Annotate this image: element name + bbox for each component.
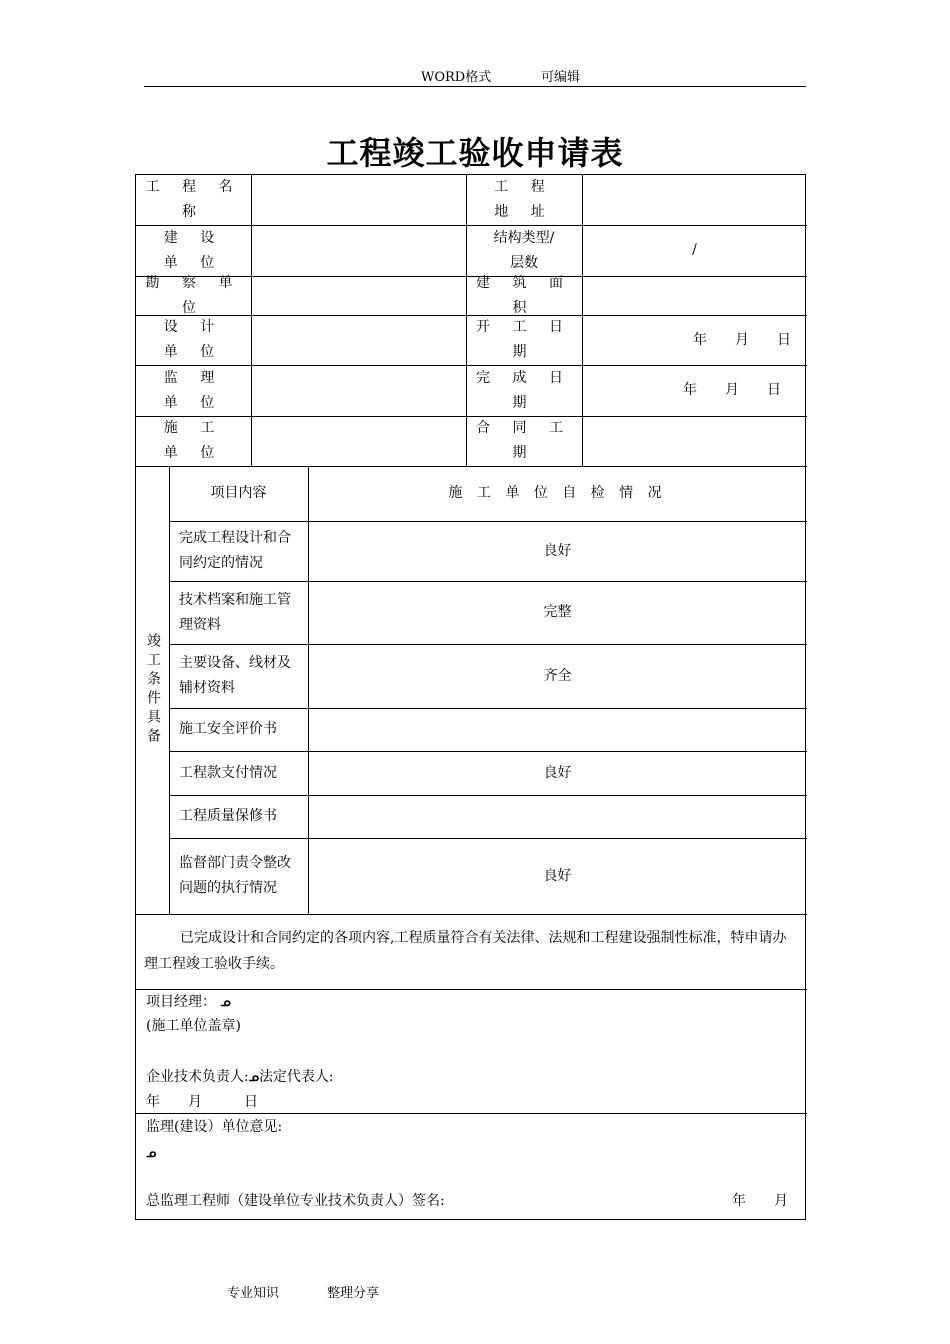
label-completion-date: 完 成 日 期 bbox=[476, 369, 572, 411]
header-word-label: WORD格式 bbox=[421, 70, 492, 85]
label-construction-unit: 施 工 单 位 bbox=[163, 420, 224, 461]
application-form bbox=[135, 174, 806, 1220]
field-project-address[interactable] bbox=[582, 175, 807, 225]
column-header-item: 项目内容 bbox=[210, 485, 267, 501]
field-project-name[interactable] bbox=[251, 175, 466, 225]
signature-mark: ᓄ bbox=[146, 1146, 157, 1160]
label-supervision-unit: 监 理 单 位 bbox=[163, 369, 224, 411]
condition-status[interactable] bbox=[308, 708, 807, 751]
label-start-date: 开 工 日 期 bbox=[476, 319, 572, 360]
field-structure-type[interactable]: / bbox=[692, 242, 697, 258]
label-contract-period: 合 同 工 期 bbox=[476, 420, 572, 461]
condition-status[interactable]: 良好 bbox=[543, 542, 572, 559]
condition-status[interactable] bbox=[308, 795, 807, 838]
field-design-unit[interactable] bbox=[251, 315, 466, 365]
condition-status[interactable]: 齐全 bbox=[543, 667, 572, 684]
stamp-label: (施工单位盖章) bbox=[146, 1018, 241, 1034]
chief-supervisor-label: 总监理工程师（建设单位专业技术负责人）签名: bbox=[146, 1193, 445, 1209]
legal-representative-label: 法定代表人: bbox=[258, 1069, 334, 1085]
label-design-unit: 设 计 单 位 bbox=[163, 319, 224, 360]
label-owner-unit: 建 设 单 位 bbox=[163, 229, 224, 271]
condition-item: 完成工程设计和合同约定的情况 bbox=[179, 530, 291, 571]
condition-item: 技术档案和施工管理资料 bbox=[179, 591, 291, 633]
label-floor-area: 建 筑 面 积 bbox=[476, 274, 572, 316]
header-rule bbox=[144, 86, 806, 87]
footer-right: 整理分享 bbox=[327, 1286, 380, 1301]
field-supervision-unit[interactable] bbox=[251, 365, 466, 416]
supervisor-date: 年 月 bbox=[732, 1193, 788, 1209]
label-project-address: 工 程 地 址 bbox=[494, 179, 554, 220]
label-survey-unit: 勘 察 单 位 bbox=[145, 274, 242, 316]
condition-item: 工程款支付情况 bbox=[179, 764, 277, 781]
condition-item: 监督部门责令整改问题的执行情况 bbox=[179, 855, 291, 896]
field-construction-unit[interactable] bbox=[251, 416, 466, 466]
signature-mark: ᓄ bbox=[248, 1070, 259, 1084]
supervisor-opinion-label: 监理(建设）单位意见: bbox=[146, 1119, 283, 1135]
condition-status[interactable]: 良好 bbox=[543, 867, 572, 884]
conditions-side-label: 竣工条件具备 bbox=[145, 633, 161, 747]
condition-item: 施工安全评价书 bbox=[179, 721, 277, 737]
field-owner-unit[interactable] bbox=[251, 225, 466, 276]
project-manager-label: 项目经理： bbox=[146, 994, 216, 1010]
signature-mark: ᓄ bbox=[220, 995, 231, 1009]
label-project-name: 工 程 名 称 bbox=[145, 179, 242, 220]
contractor-date: 年 月 日 bbox=[146, 1094, 258, 1110]
column-header-self-check: 施 工 单 位 自 检 情 况 bbox=[448, 485, 667, 501]
field-survey-unit[interactable] bbox=[251, 276, 466, 315]
application-statement: 已完成设计和合同约定的各项内容,工程质量符合有关法律、法规和工程建设强制性标准，特申请办理工程竣工验收手续。 bbox=[144, 930, 787, 972]
condition-status[interactable]: 完整 bbox=[543, 604, 572, 620]
contractor-sign-block bbox=[146, 992, 231, 1012]
responsible-persons-line bbox=[146, 1067, 334, 1087]
header-edit-label: 可编辑 bbox=[541, 70, 581, 85]
page-title: 工程竣工验收申请表 bbox=[326, 134, 624, 172]
label-structure-type: 结构类型/层数 bbox=[493, 229, 555, 271]
field-completion-date[interactable]: 年 月 日 bbox=[683, 382, 781, 398]
condition-item: 工程质量保修书 bbox=[179, 808, 277, 824]
field-floor-area[interactable] bbox=[582, 276, 807, 315]
field-start-date[interactable]: 年 月 日 bbox=[693, 331, 791, 348]
condition-status[interactable]: 良好 bbox=[543, 764, 572, 781]
tech-lead-label: 企业技术负责人: bbox=[146, 1069, 249, 1085]
condition-item: 主要设备、线材及辅材资料 bbox=[179, 655, 291, 696]
footer-left: 专业知识 bbox=[227, 1286, 280, 1301]
field-contract-period[interactable] bbox=[582, 416, 807, 466]
